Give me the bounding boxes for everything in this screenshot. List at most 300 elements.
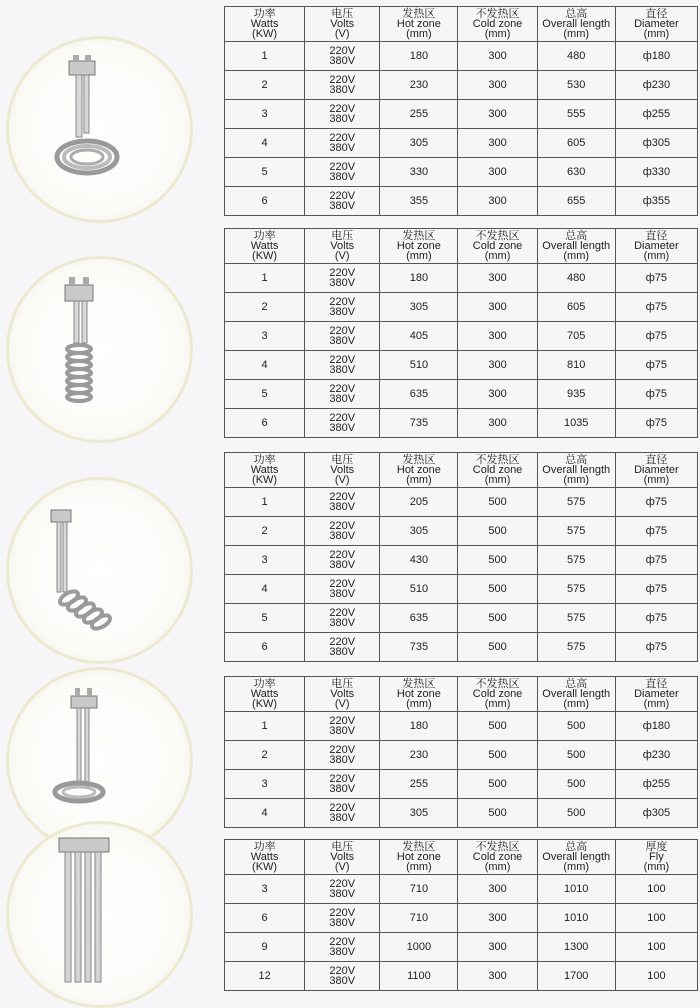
- header-en: Volts: [330, 240, 355, 252]
- cold-zone-cell: 300: [458, 158, 537, 187]
- volts-220: 220V: [329, 936, 356, 948]
- volts-cell: [305, 322, 380, 351]
- header-zh: 总高: [565, 454, 588, 466]
- volts-220: 220V: [329, 74, 356, 86]
- header-en: Diameter: [634, 688, 679, 700]
- cold-zone-cell: 300: [458, 322, 537, 351]
- volts-380: 380V: [329, 559, 356, 571]
- header-en: Hot zone: [396, 18, 441, 30]
- table-header-row: [225, 677, 698, 712]
- table-header-row: [225, 840, 698, 875]
- header-en: Cold zone: [472, 240, 523, 252]
- hot-zone-cell: 305: [380, 129, 458, 158]
- volts-380: 380V: [329, 975, 356, 987]
- volts-220: 220V: [329, 383, 356, 395]
- diameter-cell: 100: [615, 875, 697, 904]
- column-header: [615, 229, 697, 264]
- header-en: Volts: [330, 688, 355, 700]
- table-row: [225, 488, 698, 517]
- watts-cell: 2: [225, 71, 305, 100]
- header-unit: (mm): [484, 861, 511, 873]
- spec-table: [224, 676, 698, 828]
- header-zh: 电压: [331, 841, 354, 853]
- watts-cell: 1: [225, 264, 305, 293]
- volts-220: 220V: [329, 773, 356, 785]
- overall-length-cell: 500: [537, 741, 615, 770]
- column-header: [537, 677, 615, 712]
- volts-cell: [305, 712, 380, 741]
- overall-length-cell: 1010: [537, 875, 615, 904]
- header-zh: 功率: [253, 454, 276, 466]
- volts-cell: [305, 633, 380, 662]
- diameter-cell: ф305: [615, 799, 697, 828]
- volts-220: 220V: [329, 491, 356, 503]
- volts-380: 380V: [329, 588, 356, 600]
- diameter-cell: ф75: [615, 293, 697, 322]
- header-zh: 发热区: [402, 678, 436, 690]
- hot-zone-cell: 230: [380, 741, 458, 770]
- column-header: [225, 840, 305, 875]
- table-header-row: [225, 7, 698, 42]
- cold-zone-cell: 500: [458, 575, 537, 604]
- volts-380: 380V: [329, 200, 356, 212]
- hot-zone-cell: 1000: [380, 933, 458, 962]
- diameter-cell: ф75: [615, 380, 697, 409]
- header-zh: 功率: [253, 841, 276, 853]
- overall-length-cell: 1700: [537, 962, 615, 991]
- diameter-cell: ф255: [615, 100, 697, 129]
- volts-380: 380V: [329, 113, 356, 125]
- volts-220: 220V: [329, 354, 356, 366]
- volts-cell: [305, 129, 380, 158]
- watts-cell: 3: [225, 100, 305, 129]
- diameter-cell: ф75: [615, 546, 697, 575]
- hot-zone-cell: 710: [380, 904, 458, 933]
- overall-length-cell: 480: [537, 42, 615, 71]
- header-zh: 总高: [565, 678, 588, 690]
- column-header: [380, 677, 458, 712]
- header-unit: (KW): [252, 250, 278, 262]
- volts-380: 380V: [329, 617, 356, 629]
- cold-zone-cell: 300: [458, 409, 537, 438]
- table-header-row: [225, 453, 698, 488]
- volts-220: 220V: [329, 45, 356, 57]
- watts-cell: 3: [225, 322, 305, 351]
- hot-zone-cell: 635: [380, 380, 458, 409]
- header-zh: 直径: [645, 230, 668, 242]
- hot-zone-cell: 735: [380, 409, 458, 438]
- volts-380: 380V: [329, 888, 356, 900]
- header-en: Overall length: [542, 851, 611, 863]
- angled-coil-heater-icon: [9, 480, 190, 661]
- table-row: [225, 799, 698, 828]
- overall-length-cell: 810: [537, 351, 615, 380]
- header-unit: (mm): [563, 861, 590, 873]
- volts-220: 220V: [329, 412, 356, 424]
- header-zh: 总高: [565, 230, 588, 242]
- header-unit: (V): [334, 698, 350, 710]
- table-row: [225, 409, 698, 438]
- volts-cell: [305, 546, 380, 575]
- overall-length-cell: 575: [537, 633, 615, 662]
- volts-cell: [305, 770, 380, 799]
- hot-zone-cell: 255: [380, 770, 458, 799]
- cold-zone-cell: 500: [458, 712, 537, 741]
- table-row: [225, 129, 698, 158]
- header-unit: (mm): [563, 474, 590, 486]
- multi-tube-heater-icon: [9, 824, 190, 1005]
- header-en: Hot zone: [396, 464, 441, 476]
- cold-zone-cell: 500: [458, 633, 537, 662]
- volts-380: 380V: [329, 422, 356, 434]
- volts-220: 220V: [329, 715, 356, 727]
- volts-220: 220V: [329, 325, 356, 337]
- volts-cell: [305, 875, 380, 904]
- column-header: [305, 677, 380, 712]
- product-photo-angled-coil: [6, 477, 193, 664]
- column-header: [458, 677, 537, 712]
- cold-zone-cell: 300: [458, 875, 537, 904]
- diameter-cell: 100: [615, 933, 697, 962]
- column-header: [615, 840, 697, 875]
- header-en: Volts: [330, 464, 355, 476]
- volts-380: 380V: [329, 783, 356, 795]
- diameter-cell: ф75: [615, 409, 697, 438]
- diameter-cell: ф230: [615, 741, 697, 770]
- header-en: Volts: [330, 851, 355, 863]
- header-unit: (mm): [406, 861, 432, 873]
- volts-220: 220V: [329, 607, 356, 619]
- header-zh: 总高: [565, 8, 588, 20]
- volts-380: 380V: [329, 364, 356, 376]
- volts-cell: [305, 351, 380, 380]
- header-zh: 电压: [331, 8, 354, 20]
- table-row: [225, 712, 698, 741]
- column-header: [305, 7, 380, 42]
- volts-380: 380V: [329, 84, 356, 96]
- diameter-cell: 100: [615, 962, 697, 991]
- overall-length-cell: 500: [537, 799, 615, 828]
- volts-220: 220V: [329, 296, 356, 308]
- table-header-row: [225, 229, 698, 264]
- cold-zone-cell: 300: [458, 380, 537, 409]
- cold-zone-cell: 500: [458, 799, 537, 828]
- table-row: [225, 42, 698, 71]
- spec-table: [224, 6, 698, 216]
- diameter-cell: ф75: [615, 633, 697, 662]
- volts-380: 380V: [329, 530, 356, 542]
- header-en: Diameter: [634, 18, 679, 30]
- header-en: Overall length: [542, 240, 611, 252]
- watts-cell: 4: [225, 351, 305, 380]
- overall-length-cell: 655: [537, 187, 615, 216]
- watts-cell: 3: [225, 875, 305, 904]
- watts-cell: 6: [225, 409, 305, 438]
- table-row: [225, 322, 698, 351]
- volts-220: 220V: [329, 878, 356, 890]
- column-header: [537, 840, 615, 875]
- header-en: Hot zone: [396, 851, 441, 863]
- volts-220: 220V: [329, 190, 356, 202]
- hot-zone-cell: 735: [380, 633, 458, 662]
- hot-zone-cell: 405: [380, 322, 458, 351]
- diameter-cell: ф180: [615, 712, 697, 741]
- header-unit: (mm): [643, 28, 670, 40]
- volts-380: 380V: [329, 812, 356, 824]
- table-row: [225, 741, 698, 770]
- cold-zone-cell: 300: [458, 933, 537, 962]
- header-zh: 不发热区: [475, 454, 520, 466]
- header-unit: (KW): [252, 698, 278, 710]
- watts-cell: 9: [225, 933, 305, 962]
- overall-length-cell: 575: [537, 517, 615, 546]
- header-unit: (V): [334, 861, 350, 873]
- hot-zone-cell: 205: [380, 488, 458, 517]
- header-zh: 总高: [565, 841, 588, 853]
- hot-zone-cell: 355: [380, 187, 458, 216]
- diameter-cell: ф75: [615, 322, 697, 351]
- table-row: [225, 351, 698, 380]
- table-row: [225, 633, 698, 662]
- header-en: Cold zone: [472, 688, 523, 700]
- header-zh: 电压: [331, 230, 354, 242]
- volts-380: 380V: [329, 277, 356, 289]
- header-zh: 功率: [253, 678, 276, 690]
- volts-cell: [305, 904, 380, 933]
- volts-220: 220V: [329, 267, 356, 279]
- cold-zone-cell: 500: [458, 741, 537, 770]
- header-unit: (mm): [484, 28, 511, 40]
- column-header: [225, 229, 305, 264]
- volts-380: 380V: [329, 917, 356, 929]
- watts-cell: 4: [225, 575, 305, 604]
- watts-cell: 2: [225, 741, 305, 770]
- cold-zone-cell: 300: [458, 71, 537, 100]
- header-en: Overall length: [542, 464, 611, 476]
- header-en: Watts: [250, 464, 279, 476]
- overall-length-cell: 500: [537, 712, 615, 741]
- table-row: [225, 158, 698, 187]
- table-row: [225, 380, 698, 409]
- overall-length-cell: 935: [537, 380, 615, 409]
- hot-zone-cell: 430: [380, 546, 458, 575]
- spec-table: [224, 452, 698, 662]
- overall-length-cell: 530: [537, 71, 615, 100]
- volts-380: 380V: [329, 306, 356, 318]
- column-header: [537, 453, 615, 488]
- overall-length-cell: 500: [537, 770, 615, 799]
- hot-zone-cell: 230: [380, 71, 458, 100]
- cold-zone-cell: 300: [458, 264, 537, 293]
- cold-zone-cell: 500: [458, 770, 537, 799]
- watts-cell: 1: [225, 712, 305, 741]
- header-unit: (mm): [643, 250, 670, 262]
- diameter-cell: ф230: [615, 71, 697, 100]
- volts-220: 220V: [329, 103, 356, 115]
- header-zh: 发热区: [402, 841, 436, 853]
- header-en: Diameter: [634, 464, 679, 476]
- cold-zone-cell: 300: [458, 293, 537, 322]
- header-en: Cold zone: [472, 18, 523, 30]
- volts-cell: [305, 187, 380, 216]
- volts-380: 380V: [329, 335, 356, 347]
- header-unit: (mm): [563, 698, 590, 710]
- volts-380: 380V: [329, 725, 356, 737]
- table-row: [225, 187, 698, 216]
- header-unit: (V): [334, 474, 350, 486]
- diameter-cell: ф75: [615, 575, 697, 604]
- cold-zone-cell: 300: [458, 351, 537, 380]
- header-unit: (mm): [643, 698, 670, 710]
- volts-220: 220V: [329, 636, 356, 648]
- watts-cell: 12: [225, 962, 305, 991]
- volts-220: 220V: [329, 549, 356, 561]
- watts-cell: 6: [225, 633, 305, 662]
- header-zh: 电压: [331, 678, 354, 690]
- product-photo-spiral-coil: [6, 256, 193, 443]
- hot-zone-cell: 710: [380, 875, 458, 904]
- column-header: [380, 229, 458, 264]
- volts-220: 220V: [329, 132, 356, 144]
- table-row: [225, 904, 698, 933]
- hot-zone-cell: 510: [380, 351, 458, 380]
- hot-zone-cell: 305: [380, 799, 458, 828]
- header-unit: (KW): [252, 861, 278, 873]
- header-unit: (KW): [252, 474, 278, 486]
- hot-zone-cell: 180: [380, 42, 458, 71]
- diameter-cell: ф75: [615, 604, 697, 633]
- volts-cell: [305, 799, 380, 828]
- header-en: Overall length: [542, 688, 611, 700]
- volts-cell: [305, 264, 380, 293]
- volts-cell: [305, 380, 380, 409]
- cold-zone-cell: 300: [458, 904, 537, 933]
- hot-zone-cell: 330: [380, 158, 458, 187]
- header-en: Watts: [250, 18, 279, 30]
- header-unit: (KW): [252, 28, 278, 40]
- overall-length-cell: 575: [537, 488, 615, 517]
- table-row: [225, 575, 698, 604]
- volts-380: 380V: [329, 55, 356, 67]
- column-header: [225, 677, 305, 712]
- column-header: [458, 840, 537, 875]
- table-row: [225, 933, 698, 962]
- volts-380: 380V: [329, 393, 356, 405]
- watts-cell: 5: [225, 604, 305, 633]
- header-unit: (mm): [484, 250, 511, 262]
- header-zh: 厚度: [645, 841, 668, 853]
- cold-zone-cell: 300: [458, 42, 537, 71]
- diameter-cell: ф180: [615, 42, 697, 71]
- header-en: Diameter: [634, 240, 679, 252]
- cold-zone-cell: 300: [458, 962, 537, 991]
- volts-380: 380V: [329, 501, 356, 513]
- header-en: Overall length: [542, 18, 611, 30]
- header-zh: 发热区: [402, 230, 436, 242]
- table-row: [225, 293, 698, 322]
- header-zh: 直径: [645, 8, 668, 20]
- cold-zone-cell: 500: [458, 546, 537, 575]
- header-en: Fly: [649, 851, 664, 863]
- watts-cell: 6: [225, 187, 305, 216]
- header-unit: (mm): [563, 250, 590, 262]
- overall-length-cell: 605: [537, 293, 615, 322]
- volts-cell: [305, 604, 380, 633]
- header-en: Hot zone: [396, 688, 441, 700]
- header-unit: (mm): [406, 28, 432, 40]
- volts-380: 380V: [329, 142, 356, 154]
- watts-cell: 6: [225, 904, 305, 933]
- overall-length-cell: 705: [537, 322, 615, 351]
- volts-220: 220V: [329, 161, 356, 173]
- header-unit: (mm): [406, 250, 432, 262]
- header-en: Watts: [250, 851, 279, 863]
- diameter-cell: ф75: [615, 517, 697, 546]
- column-header: [305, 453, 380, 488]
- header-zh: 功率: [253, 230, 276, 242]
- ring-coil-heater-icon: [9, 39, 190, 220]
- cold-zone-cell: 300: [458, 129, 537, 158]
- product-photo-multi-tube: [6, 821, 193, 1008]
- header-zh: 直径: [645, 678, 668, 690]
- header-unit: (V): [334, 250, 350, 262]
- cold-zone-cell: 300: [458, 187, 537, 216]
- spec-table: [224, 839, 698, 991]
- volts-cell: [305, 488, 380, 517]
- cold-zone-cell: 500: [458, 604, 537, 633]
- volts-cell: [305, 293, 380, 322]
- volts-cell: [305, 517, 380, 546]
- table-row: [225, 517, 698, 546]
- column-header: [615, 677, 697, 712]
- column-header: [225, 453, 305, 488]
- volts-cell: [305, 575, 380, 604]
- hot-zone-cell: 180: [380, 264, 458, 293]
- watts-cell: 3: [225, 546, 305, 575]
- watts-cell: 2: [225, 293, 305, 322]
- hot-zone-cell: 180: [380, 712, 458, 741]
- column-header: [615, 453, 697, 488]
- header-zh: 不发热区: [475, 841, 520, 853]
- overall-length-cell: 605: [537, 129, 615, 158]
- volts-220: 220V: [329, 744, 356, 756]
- volts-cell: [305, 741, 380, 770]
- header-zh: 不发热区: [475, 678, 520, 690]
- diameter-cell: ф75: [615, 488, 697, 517]
- diameter-cell: ф75: [615, 264, 697, 293]
- column-header: [537, 7, 615, 42]
- cold-zone-cell: 500: [458, 517, 537, 546]
- volts-cell: [305, 71, 380, 100]
- header-unit: (mm): [643, 861, 670, 873]
- watts-cell: 3: [225, 770, 305, 799]
- table-row: [225, 875, 698, 904]
- volts-220: 220V: [329, 802, 356, 814]
- volts-cell: [305, 933, 380, 962]
- column-header: [305, 229, 380, 264]
- column-header: [458, 229, 537, 264]
- watts-cell: 2: [225, 517, 305, 546]
- cold-zone-cell: 500: [458, 488, 537, 517]
- column-header: [458, 7, 537, 42]
- watts-cell: 4: [225, 799, 305, 828]
- header-en: Watts: [250, 688, 279, 700]
- hot-zone-cell: 305: [380, 517, 458, 546]
- column-header: [537, 229, 615, 264]
- column-header: [380, 7, 458, 42]
- diameter-cell: ф355: [615, 187, 697, 216]
- diameter-cell: ф305: [615, 129, 697, 158]
